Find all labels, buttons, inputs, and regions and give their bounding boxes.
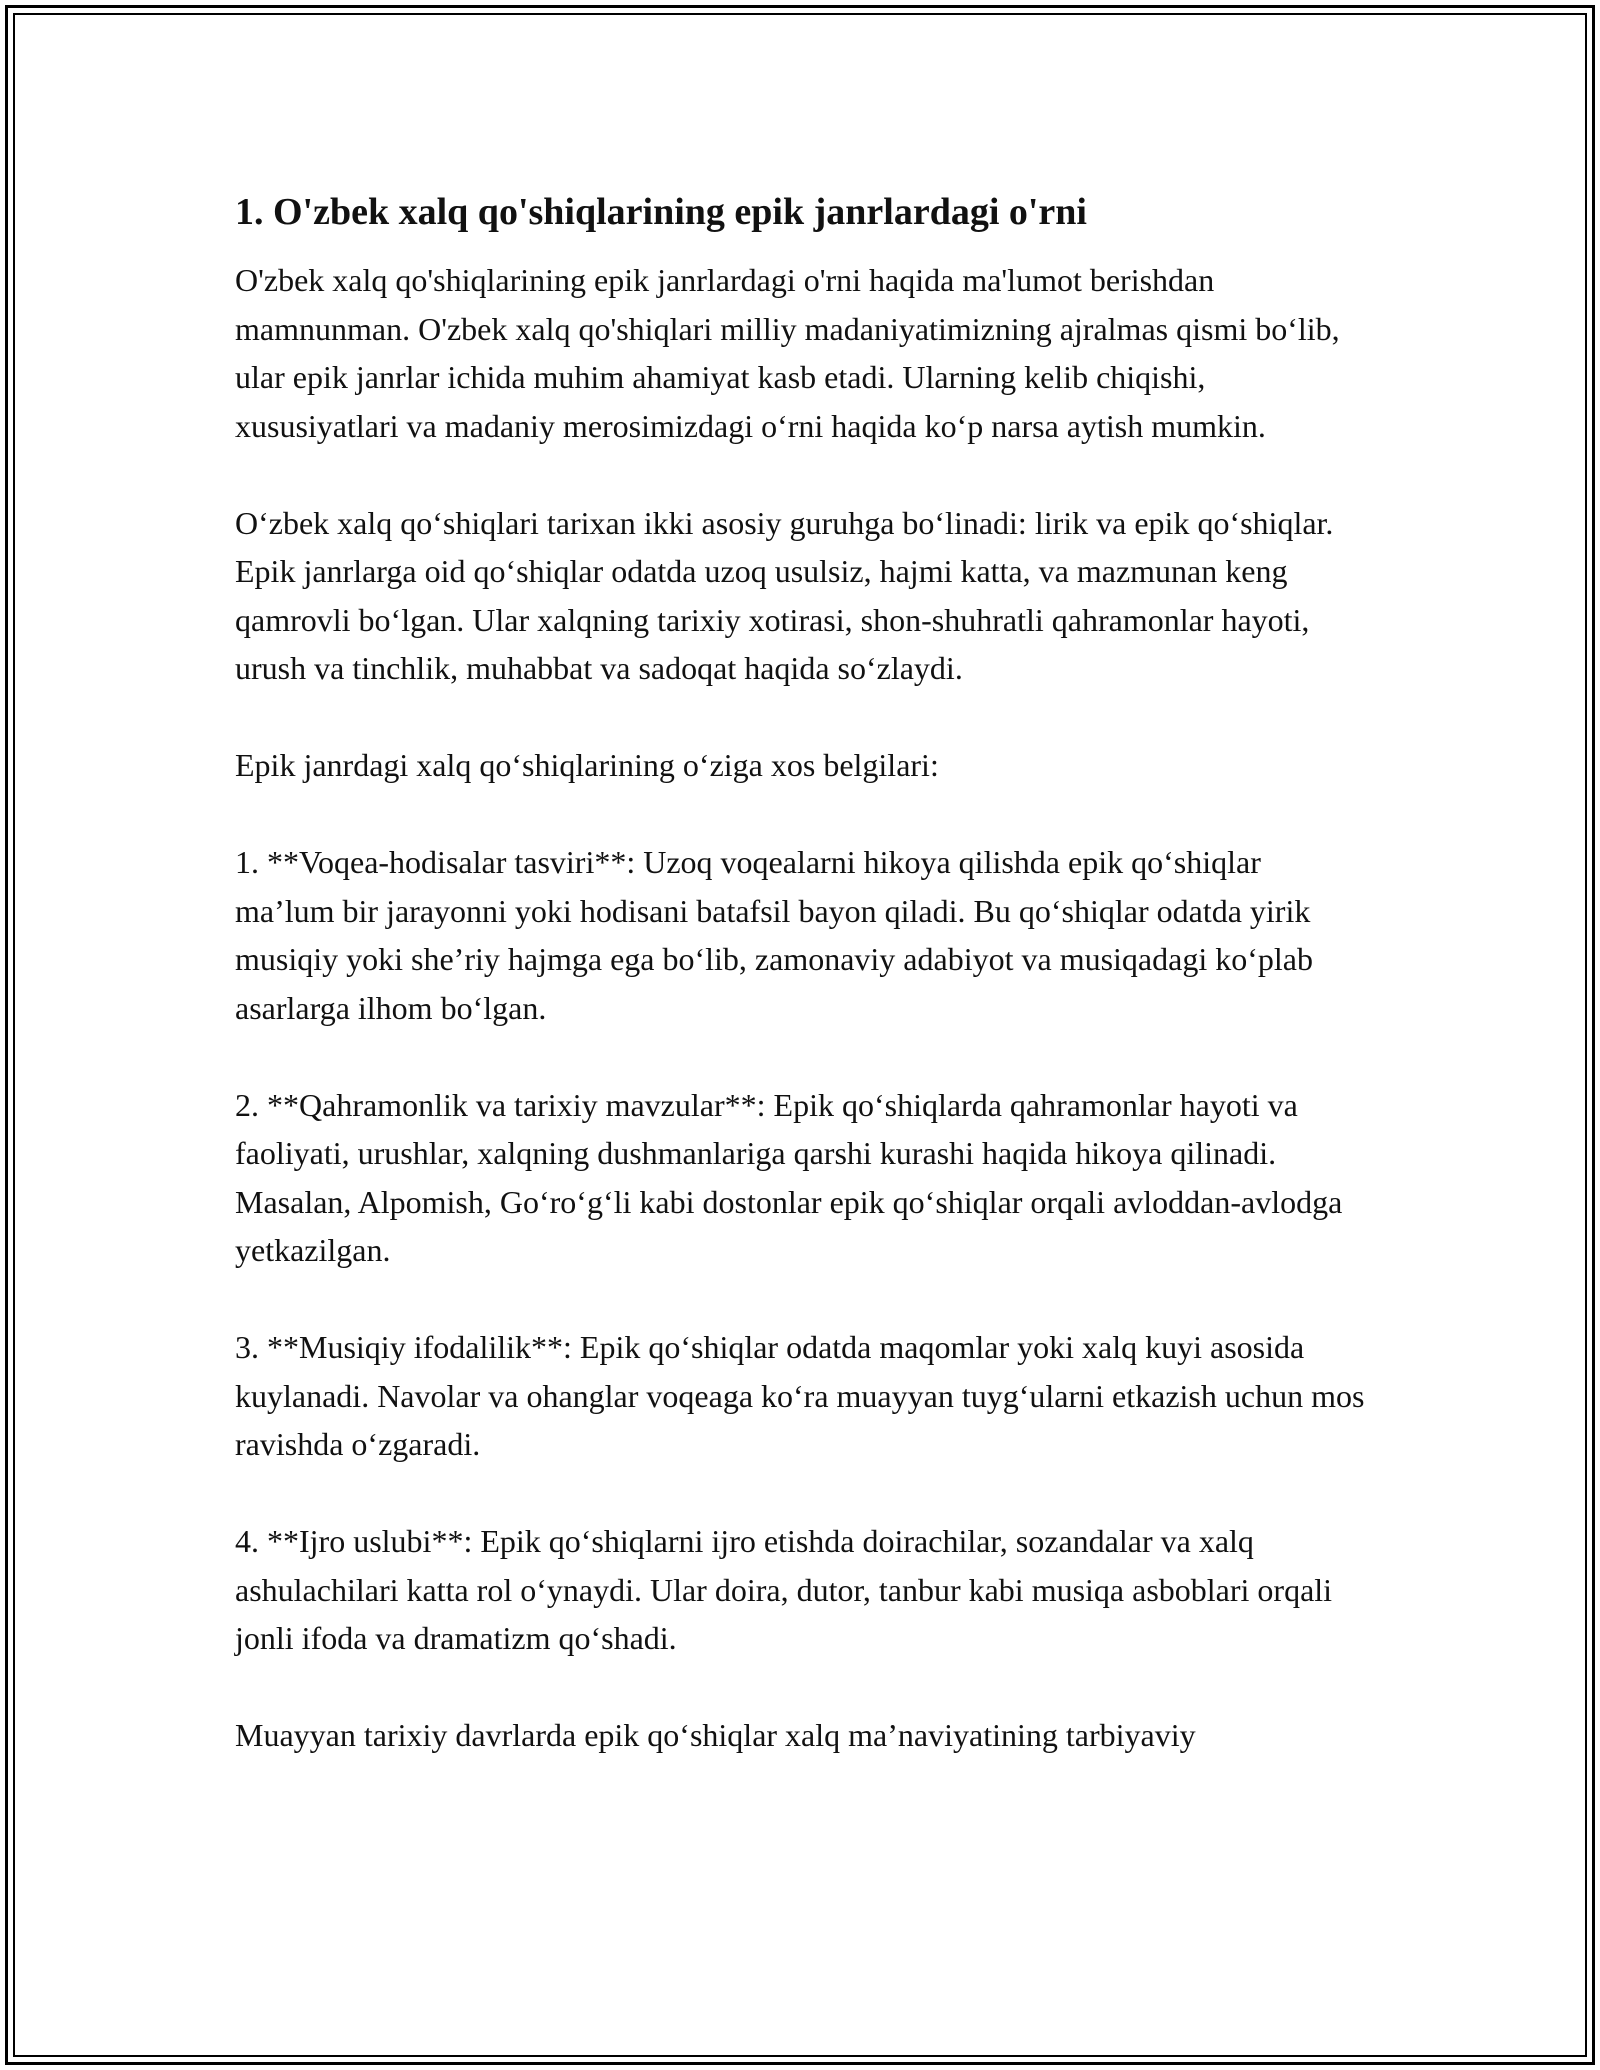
paragraph-features-heading: Epik janrdagi xalq qoʻshiqlarining oʻziga xos belgilari: bbox=[235, 747, 939, 783]
paragraph-closing: Muayyan tarixiy davrlarda epik qoʻshiqlar xalq maʼnaviyatining tarbiyaviy bbox=[235, 1717, 1196, 1753]
paragraph-intro: O'zbek xalq qo'shiqlarining epik janrlardagi o'rni haqida ma'lumot berishdan mamnunman. O'zbek xalq qo'shiqlari milliy madaniyatimizning ajralmas qismi boʻlib, ular epik janrlar ichida muhim ahamiyat kasb etadi. Ularning kelib chiqishi, xususiyatlari va madaniy merosimizdagi oʻrni haqida koʻp narsa aytish mumkin. bbox=[235, 262, 1340, 444]
list-item-4: 4. **Ijro uslubi**: Epik qoʻshiqlarni ijro etishda doirachilar, sozandalar va xalq ashulachilari katta rol oʻynaydi. Ular doira, dutor, tanbur kabi musiqa asboblari orqali jonli ifoda va dramatizm qoʻshadi. bbox=[235, 1523, 1333, 1656]
document-body bbox=[235, 186, 1365, 1760]
list-item-3: 3. **Musiqiy ifodalilik**: Epik qoʻshiqlar odatda maqomlar yoki xalq kuyi asosida kuylanadi. Navolar va ohanglar voqeaga koʻra muayyan tuygʻularni etkazish uchun mos ravishda oʻzgaradi. bbox=[235, 1329, 1365, 1462]
paragraph-groups: Oʻzbek xalq qoʻshiqlari tarixan ikki asosiy guruhga boʻlinadi: lirik va epik qoʻshiqlar. Epik janrlarga oid qoʻshiqlar odatda uzoq usulsiz, hajmi katta, va mazmunan keng qamrovli boʻlgan. Ular xalqning tarixiy xotirasi, shon-shuhratli qahramonlar hayoti, urush va tinchlik, muhabbat va sadoqat haqida soʻzlaydi. bbox=[235, 504, 1334, 686]
list-item-2: 2. **Qahramonlik va tarixiy mavzular**: Epik qoʻshiqlarda qahramonlar hayoti va faoliyati, urushlar, xalqning dushmanlariga qarshi kurashi haqida hikoya qilinadi. Masalan, Alpomish, Goʻroʻgʻli kabi dostonlar epik qoʻshiqlar orqali avloddan-avlodga yetkazilgan. bbox=[235, 1086, 1343, 1268]
list-item-1: 1. **Voqea-hodisalar tasviri**: Uzoq voqealarni hikoya qilishda epik qoʻshiqlar maʼlum bir jarayonni yoki hodisani batafsil bayon qiladi. Bu qoʻshiqlar odatda yirik musiqiy yoki sheʼriy hajmga ega boʻlib, zamonaviy adabiyot va musiqadagi koʻplab asarlarga ilhom boʻlgan. bbox=[235, 844, 1313, 1026]
document-title: 1. O'zbek xalq qo'shiqlarining epik janrlardagi o'rni bbox=[235, 191, 1087, 233]
